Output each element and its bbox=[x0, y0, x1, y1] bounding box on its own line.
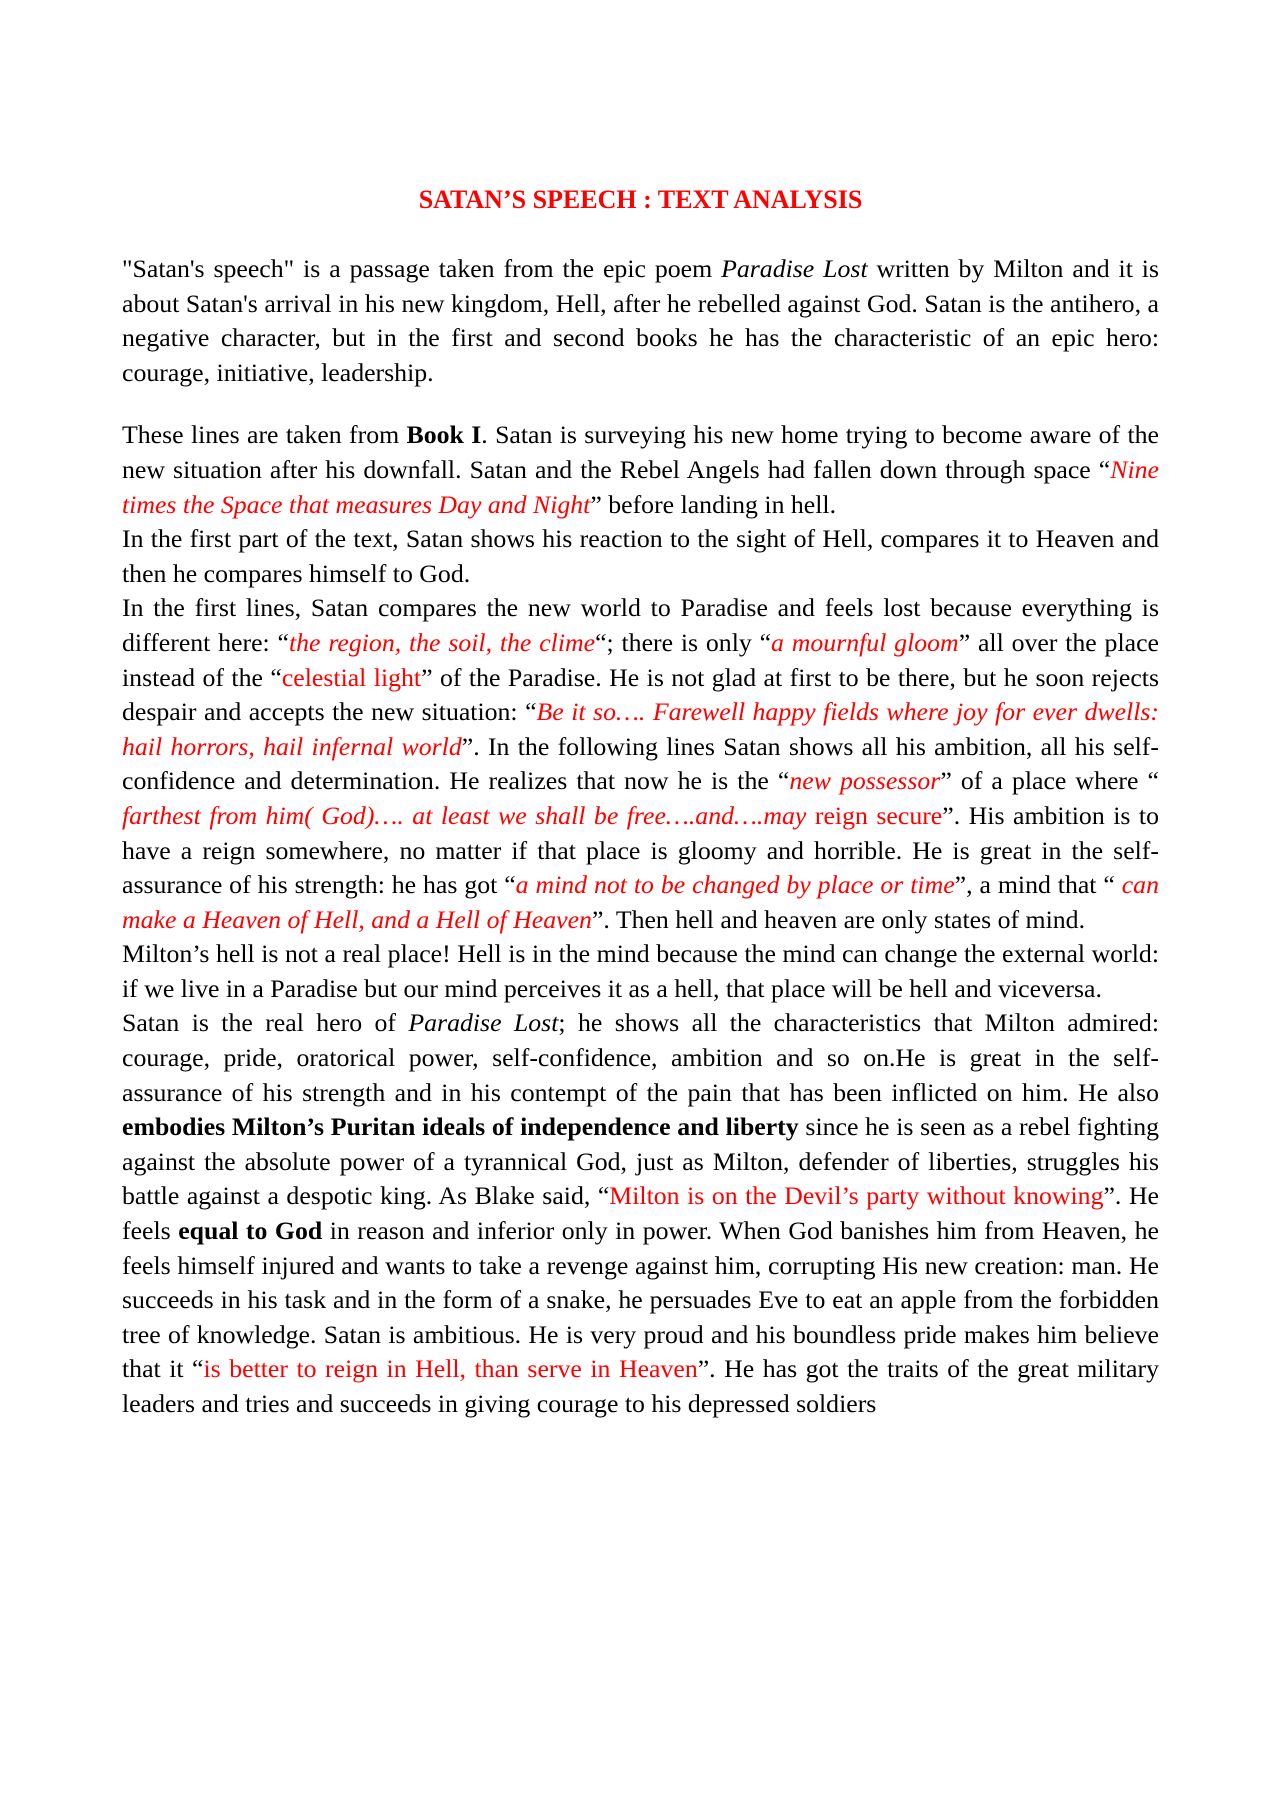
text-run: Satan is the real hero of bbox=[122, 1008, 409, 1038]
quote: celestial light bbox=[281, 662, 422, 692]
text-run: ”, a mind that “ bbox=[954, 870, 1122, 900]
quote: is better to reign in Hell, than serve in Heaven bbox=[203, 1354, 698, 1384]
quote: Be it so…. Farewell happy fields where joy for ever dwells: hail horrors, hail infernal world bbox=[122, 697, 1159, 761]
paragraph-first-part: In the first part of the text, Satan shows his reaction to the sight of Hell, compares it to Heaven and then he compares himself to God. bbox=[122, 524, 1159, 588]
paragraph-miltons-hell: Milton’s hell is not a real place! Hell is in the mind because the mind can change the external world: if we live in a Paradise but our mind perceives it as a hell, that place will be hell and viceversa. bbox=[122, 939, 1159, 1003]
text-run: ”. In the following lines Satan shows all his ambition, all his self-confidence and determination. He realizes that now he is the “ bbox=[122, 731, 1159, 796]
text-run: “; there is only “ bbox=[595, 627, 772, 657]
document-body bbox=[122, 252, 1159, 1422]
quote: a mind not to be changed by place or time bbox=[515, 870, 955, 900]
paragraph-book-one bbox=[122, 418, 1159, 522]
paragraph-intro bbox=[122, 252, 1159, 390]
text-run: ”. He has got the traits of the great military leaders and tries and succeeds in giving courage to his depressed soldiers bbox=[122, 1354, 1159, 1418]
bold-text: embodies Milton’s Puritan ideals of independence and liberty bbox=[122, 1112, 799, 1142]
text-run: . Satan is surveying his new home trying to become aware of the new situation after his downfall. Satan and the Rebel Angels had fallen down through space “ bbox=[122, 420, 1159, 484]
quote: the region, the soil, the clime bbox=[288, 627, 596, 657]
text-run: ”. He feels bbox=[122, 1181, 1159, 1246]
italic-title: Paradise Lost bbox=[408, 1008, 559, 1038]
quote: Milton is on the Devil’s party without knowing bbox=[609, 1181, 1104, 1211]
quote: a mournful gloom bbox=[771, 627, 959, 657]
quote: can make a Heaven of Hell, and a Hell of Heaven bbox=[122, 870, 1159, 934]
text-run: ”. Then hell and heaven are only states of mind. bbox=[591, 904, 1086, 934]
bold-text: Book I bbox=[406, 420, 482, 450]
paragraph-first-lines bbox=[122, 591, 1159, 937]
quote: new possessor bbox=[789, 766, 941, 796]
text-run: written by Milton and it is about Satan's arrival in his new kingdom, Hell, after he rebelled against God. Satan is the antihero, a negative character, but in the first and second books he has the characteristic of an epic hero: courage, initiative, leadership. bbox=[122, 254, 1159, 387]
text-run: ” all over the place instead of the “ bbox=[122, 627, 1159, 692]
page-title: SATAN’S SPEECH : TEXT ANALYSIS bbox=[418, 185, 863, 214]
bold-text: equal to God bbox=[178, 1216, 323, 1246]
paragraph-real-hero bbox=[122, 1006, 1159, 1421]
text-run: ” of a place where “ bbox=[940, 766, 1159, 796]
document-page bbox=[122, 0, 1159, 1811]
text-run: In the first lines, Satan compares the new world to Paradise and feels lost because everything is different here: “ bbox=[122, 593, 1159, 657]
text-run: since he is seen as a rebel fighting against the absolute power of a tyrannical God, just as Milton, defender of liberties, struggles his battle against a despotic king. As Blake said, “ bbox=[122, 1112, 1160, 1211]
text-run: These lines are taken from bbox=[122, 420, 407, 450]
text-run: ; he shows all the characteristics that Milton admired: courage, pride, oratorical power, self-confidence, ambition and so on.He is great in the self-assurance of his strength and in his contempt of the pain that has been inflicted on him. He also bbox=[122, 1008, 1159, 1107]
text-run: "Satan's speech" is a passage taken from the epic poem bbox=[122, 254, 722, 283]
quote: Nine times the Space that measures Day and Night bbox=[122, 454, 1159, 519]
italic-title: Paradise Lost bbox=[721, 254, 868, 283]
text-run: ” before landing in hell. bbox=[590, 489, 837, 519]
text-run: in reason and inferior only in power. When God banishes him from Heaven, he feels himself injured and wants to take a revenge against him, corrupting His new creation: man. He succeeds in his task and in the form of a snake, he persuades Eve to eat an apple from the forbidden tree of knowledge. Satan is ambitious. He is very proud and his boundless pride makes him believe that it “ bbox=[122, 1216, 1159, 1384]
quote: farthest from him( God)…. at least we shall be free….and….may bbox=[122, 800, 807, 830]
quote: reign secure bbox=[806, 800, 943, 830]
text-run: ”. His ambition is to have a reign somewhere, no matter if that place is gloomy and horrible. He is great in the self-assurance of his strength: he has got “ bbox=[122, 800, 1159, 900]
text-run: ” of the Paradise. He is not glad at first to be there, but he soon rejects despair and accepts the new situation: “ bbox=[122, 662, 1159, 727]
